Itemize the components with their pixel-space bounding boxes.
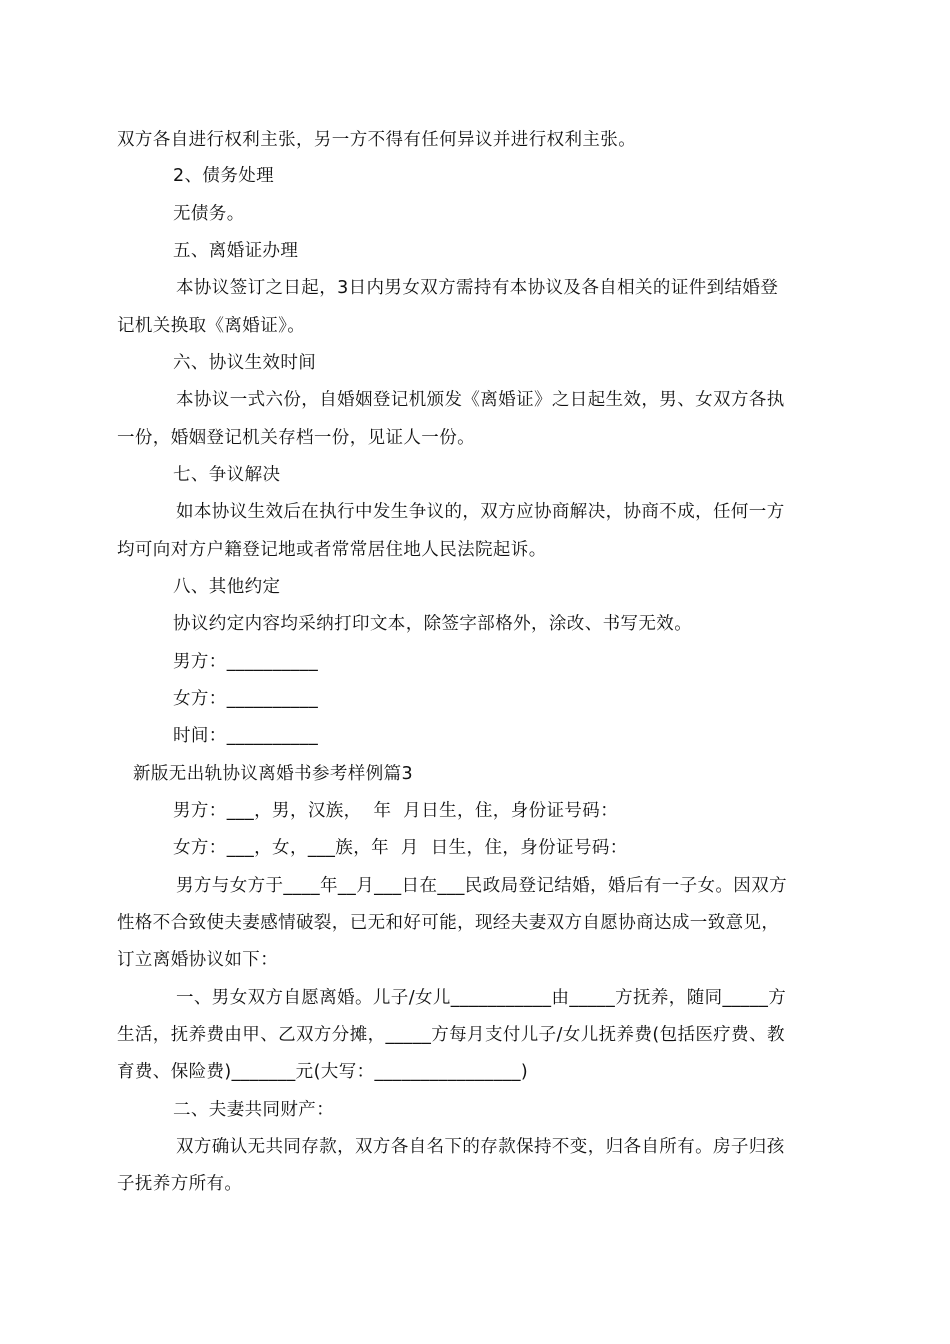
paragraph-line: 一、男女双方自愿离婚。儿子/女儿___________由_____方抚养，随同_____方	[176, 988, 787, 1008]
document-title: 新版无出轨协议离婚书参考样例篇3	[133, 764, 414, 784]
paragraph-line: 无债务。	[173, 204, 245, 224]
signature-line-male: 男方：__________	[173, 652, 319, 672]
section-heading: 七、争议解决	[173, 465, 281, 485]
paragraph-line: 记机关换取《离婚证》。	[117, 316, 306, 336]
signature-line-date: 时间：__________	[173, 726, 319, 746]
paragraph-line: 男方与女方于____年__月___日在___民政局登记结婚，婚后有一子女。因双方	[176, 876, 787, 896]
paragraph-line: 协议约定内容均采纳打印文本，除签字部格外，涂改、书写无效。	[173, 614, 693, 634]
section-heading: 2、债务处理	[173, 166, 275, 186]
paragraph-line: 双方确认无共同存款，双方各自名下的存款保持不变，归各自所有。房子归孩	[176, 1137, 785, 1157]
paragraph-line: 本协议签订之日起，3日内男女双方需持有本协议及各自相关的证件到结婚登	[176, 278, 779, 298]
party-female-line: 女方：___，女，___族，年 月 日生，住，身份证号码：	[173, 838, 628, 858]
paragraph-line: 如本协议生效后在执行中发生争议的，双方应协商解决，协商不成，任何一方	[176, 502, 785, 522]
paragraph-line: 均可向对方户籍登记地或者常常居住地人民法院起诉。	[117, 540, 547, 560]
signature-line-female: 女方：__________	[173, 689, 319, 709]
paragraph-line: 子抚养方所有。	[117, 1174, 243, 1194]
paragraph-line: 订立离婚协议如下：	[117, 950, 279, 970]
party-male-line: 男方：___，男，汉族， 年 月日生，住，身份证号码：	[173, 801, 619, 821]
paragraph-line: 性格不合致使夫妻感情破裂，已无和好可能，现经夫妻双方自愿协商达成一致意见，	[117, 913, 780, 933]
section-heading: 六、协议生效时间	[173, 353, 317, 373]
section-heading: 二、夫妻共同财产：	[173, 1100, 335, 1120]
section-heading: 五、离婚证办理	[173, 241, 299, 261]
paragraph-line: 生活，抚养费由甲、乙双方分摊，_____方每月支付儿子/女儿抚养费(包括医疗费、教	[117, 1025, 785, 1045]
paragraph-line: 本协议一式六份，自婚姻登记机颁发《离婚证》之日起生效，男、女双方各执	[176, 390, 785, 410]
paragraph-line: 育费、保险费)_______元(大写：________________)	[117, 1062, 529, 1082]
paragraph-line: 双方各自进行权利主张，另一方不得有任何异议并进行权利主张。	[117, 130, 637, 150]
paragraph-line: 一份，婚姻登记机关存档一份，见证人一份。	[117, 428, 475, 448]
section-heading: 八、其他约定	[173, 577, 281, 597]
